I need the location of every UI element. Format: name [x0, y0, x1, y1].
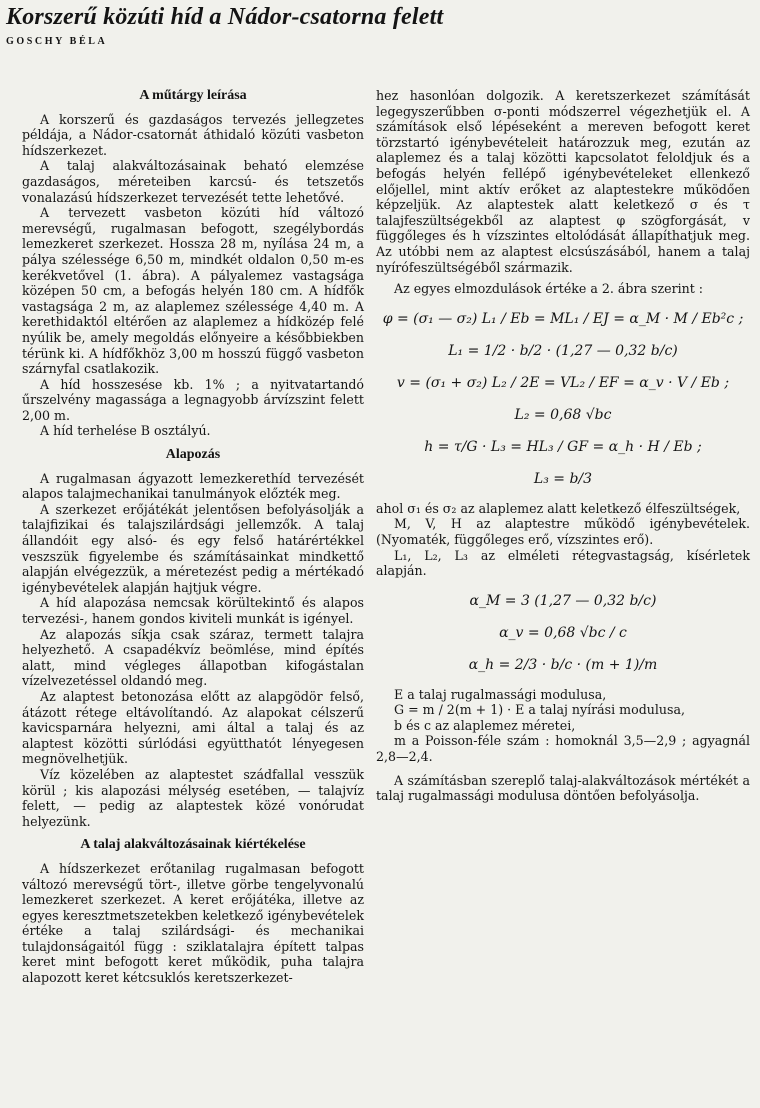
- right-column: [376, 88, 750, 804]
- paragraph: Az alapozás síkja csak száraz, termett talajra helyezhető. A csapadékvíz beömlése, mind építés alatt, mind végleges állapotban kifogástalan vízelvezetéssel oldandó meg.: [22, 626, 364, 689]
- paragraph: G = m / 2(m + 1) · E a talaj nyírási modulusa,: [394, 702, 685, 718]
- equation: v = (σ₁ + σ₂) L₂ / 2E = VL₂ / EF = α_v · V / Eb ;: [396, 374, 730, 391]
- article-title: Korszerű közúti híd a Nádor-csatorna felett: [6, 4, 444, 30]
- paragraph: A számításban szereplő talaj-alakváltozások mértékét a talaj rugalmassági modulusa döntően befolyásolja.: [376, 772, 750, 804]
- paragraph: Az egyes elmozdulások értéke a 2. ábra szerint :: [394, 281, 704, 297]
- equation: α_M = 3 (1,27 — 0,32 b/c): [469, 592, 657, 609]
- left-column: [22, 80, 364, 986]
- paragraph: L₁, L₂, L₃ az elméleti rétegvastagság, kísérletek alapján.: [376, 547, 750, 579]
- paragraph: A hídszerkezet erőtanilag rugalmasan befogott változó merevségű tört-, illetve görbe tengelyvonalú lemezkeret szerkezet. A keret erőjátéka, illetve az egyes keresztmetszetekben keletkező igénybevételek értéke a talaj szilárdsági- és mechanikai tulajdonságaitól függ : sziklatalajra épített talpas keret mint befogott keret működik, puha talajra alapozott keret kétcsuklós keretszerkezet-: [22, 860, 364, 986]
- paragraph: hez hasonlóan dolgozik. A keretszerkezet számítását legegyszerűbben σ-ponti módszerrel végezhetjük el. A számítások első lépéseként a mereven befogott keret törzstartó igénybevételeit határozzuk meg, ezután az alaplemez és a talaj közötti kapcsolatot feloldjuk és a befogás helyén fellépő igénybevételeket ellenkező előjellel, mint aktív erőket az alaptestekre működően képzeljük. Az alaptestek alatt keletkező σ és τ talajfeszültségekből az alaptest φ szögforgását, v függőleges és h vízszintes eltolódását állapíthatjuk meg. Az utóbbi nem az alaptest elcsúszásából, hanem a talaj nyírófeszültségéből származik.: [376, 88, 750, 275]
- paragraph: Az alaptest betonozása előtt az alapgödör felső, átázott rétege eltávolítandó. Az alapokat célszerű kavicsparnára helyezni, ami által a talaj és az alaptest közötti súrlódási együtthatót lényegesen megnövelhetjük.: [22, 688, 364, 767]
- equation: h = τ/G · L₃ = HL₃ / GF = α_h · H / Eb ;: [424, 438, 702, 455]
- section-heading: Alapozás: [165, 447, 221, 463]
- section-heading: A talaj alakváltozásainak kiértékelése: [80, 837, 306, 853]
- paragraph: Víz közelében az alaptestet szádfallal vesszük körül ; kis alapozási mélység esetében, — talajvíz felett, — pedig az alaptestek közé vonórudat helyezünk.: [22, 766, 364, 829]
- paragraph: A tervezett vasbeton közúti híd változó merevségű, rugalmasan befogott, szegélybordás lemezkeret szerkezet. Hossza 28 m, nyílása 24 m, a pálya szélessége 6,50 m, mindkét oldalon 0,50 m-es kerékvetővel (1. ábra). A pályalemez vastagsága középen 50 cm, a befogás helyén 180 cm. A hídfők vastagsága 2 m, az alaplemez szélessége 4,40 m. A kerethidaktól eltérően az alaplemez a hídközép felé nyúlik be, amely megoldás előnyeire a későbbiekben térünk ki. A hídfőkhöz 3,00 m hosszú függő vasbeton szárnyfal csatlakozik.: [22, 205, 364, 377]
- equation: φ = (σ₁ — σ₂) L₁ / Eb = ML₁ / EJ = α_M · M / Eb²c ;: [382, 310, 744, 327]
- paragraph: A híd hosszesése kb. 1% ; a nyitvatartandó űrszelvény magassága a legnagyobb árvízszint felett 2,00 m.: [22, 376, 364, 423]
- author-name: GOSCHY BÉLA: [6, 36, 108, 47]
- paragraph: M, V, H az alaptestre működő igénybevételek. (Nyomaték, függőleges erő, vízszintes erő).: [376, 516, 750, 547]
- paragraph: A szerkezet erőjátékát jelentősen befolyásolják a talajfizikai és talajszilárdsági jellemzők. A talaj állandóit egy alsó- és egy felső határértékkel veszszük figyelembe és számításainkat mindkettő alapján elvégezzük, a méretezést pedig a mértékadó igénybevételek alapján hajtjuk végre.: [22, 501, 364, 595]
- equation: α_v = 0,68 √bc / c: [499, 624, 627, 641]
- equation: L₂ = 0,68 √bc: [514, 406, 612, 423]
- paragraph: E a talaj rugalmassági modulusa,: [394, 686, 607, 702]
- paragraph: ahol σ₁ és σ₂ az alaplemez alatt keletkező élfeszültségek,: [376, 500, 741, 516]
- paragraph: A rugalmasan ágyazott lemezkerethíd tervezését alapos talajmechanikai tanulmányok előzték meg.: [22, 470, 364, 502]
- paragraph: A talaj alakváltozásainak beható elemzése gazdaságos, méreteiben karcsú- és tetszetős vonalazású hídszerkezet tervezését tette lehetővé.: [22, 158, 364, 205]
- section-heading: A műtárgy leírása: [139, 88, 247, 103]
- paragraph: A híd terhelése B osztályú.: [40, 423, 211, 439]
- equation: L₁ = 1/2 · b/2 · (1,27 — 0,32 b/c): [448, 342, 678, 359]
- paragraph: A híd alapozása nemcsak körültekintő és alapos tervezési-, hanem gondos kiviteli munkát is igényel.: [22, 595, 364, 626]
- paragraph: m a Poisson-féle szám : homoknál 3,5—2,9 ; agyagnál 2,8—2,4.: [376, 733, 750, 765]
- equation: α_h = 2/3 · b/c · (m + 1)/m: [468, 656, 658, 673]
- equation: L₃ = b/3: [533, 470, 593, 487]
- paragraph: b és c az alaplemez méretei,: [394, 717, 576, 733]
- paragraph: A korszerű és gazdaságos tervezés jellegzetes példája, a Nádor-csatornát áthidaló közúti vasbeton hídszerkezet.: [22, 111, 364, 158]
